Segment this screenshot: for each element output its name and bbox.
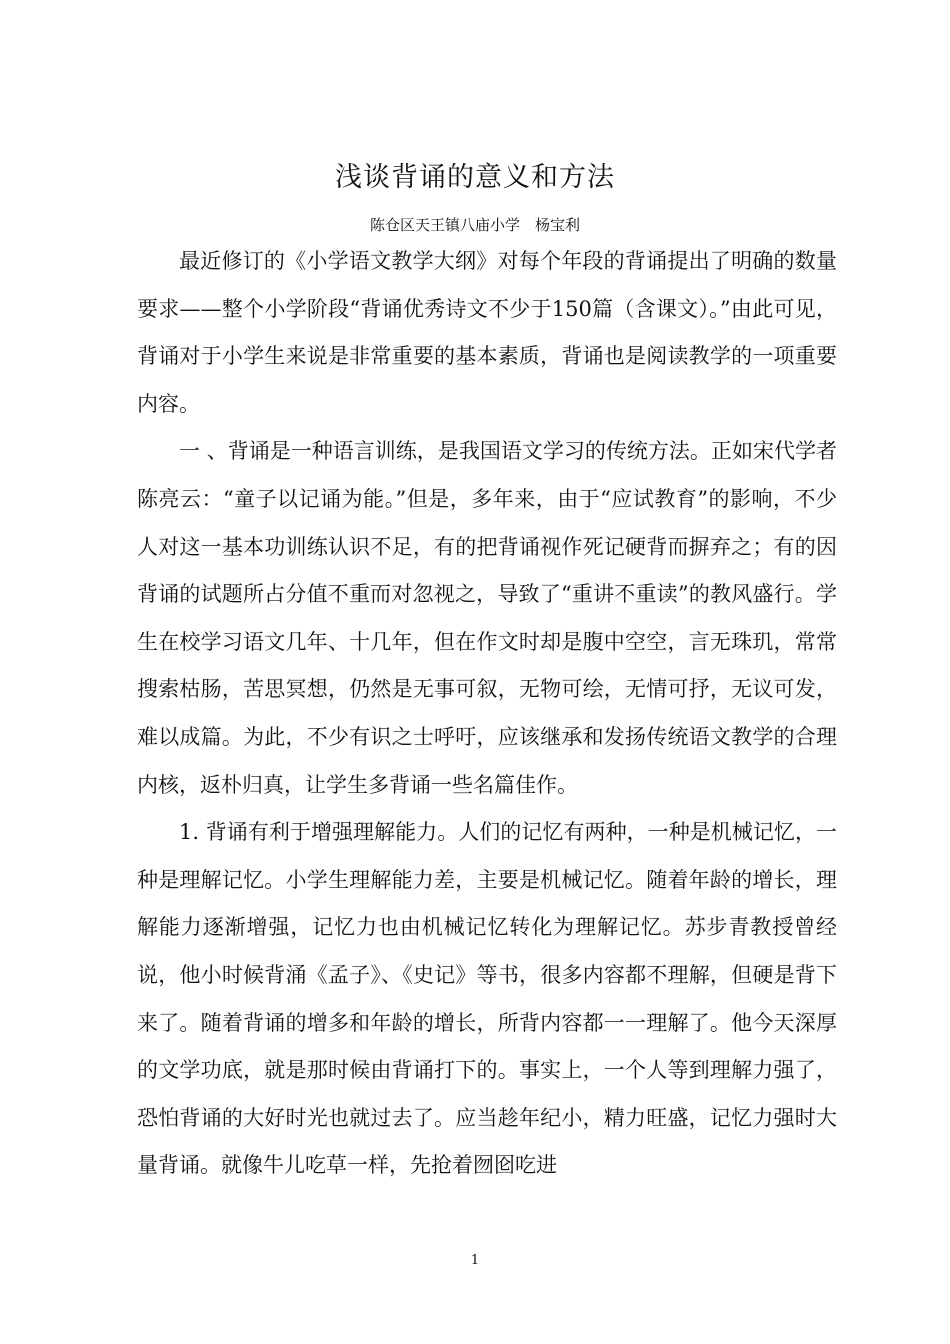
paragraph-intro: 最近修订的《小学语文教学大纲》对每个年段的背诵提出了明确的数量要求——整个小学阶段“背诵优秀诗文不少于150篇（含课文）。”由此可见，背诵对于小学生来说是非常重要的基本素质，背诵也是阅读教学的一项重要内容。 (137, 249, 837, 416)
document-title: 浅谈背诵的意义和方法 (335, 162, 615, 193)
page-number: 1 (470, 1253, 480, 1268)
document-body (137, 238, 837, 1190)
author-byline: 陈仓区天王镇八庙小学 杨宝利 (369, 216, 580, 234)
paragraph-section-one: 一 、背诵是一种语言训练，是我国语文学习的传统方法。正如宋代学者陈亮云：“童子以记诵为能。”但是，多年来，由于“应试教育”的影响，不少人对这一基本功训练认识不足，有的把背诵视作死记硬背而摒弃之；有的因背诵的试题所占分值不重而对忽视之，导致了“重讲不重读”的教风盛行。学生在校学习语文几年、十几年，但在作文时却是腹中空空，言无珠玑，常常搜索枯肠，苦思冥想，仍然是无事可叙，无物可绘，无情可抒，无议可发，难以成篇。为此，不少有识之士呼吁，应该继承和发扬传统语文教学的合理内核，返朴归真，让学生多背诵一些名篇佳作。 (137, 439, 837, 797)
paragraph-point-one: 1. 背诵有利于增强理解能力。人们的记忆有两种，一种是机械记忆，一种是理解记忆。小学生理解能力差，主要是机械记忆。随着年龄的增长，理解能力逐渐增强，记忆力也由机械记忆转化为理解记忆。苏步青教授曾经说，他小时候背涌《孟子》、《史记》等书，很多内容都不理解，但硬是背下来了。随着背诵的增多和年龄的增长，所背内容都一一理解了。他今天深厚的文学功底，就是那时候由背诵打下的。事实上，一个人等到理解力强了，恐怕背诵的大好时光也就过去了。应当趁年纪小，精力旺盛，记忆力强时大量背诵。就像牛儿吃草一样，先抢着囫囵吃进 (137, 820, 837, 1178)
